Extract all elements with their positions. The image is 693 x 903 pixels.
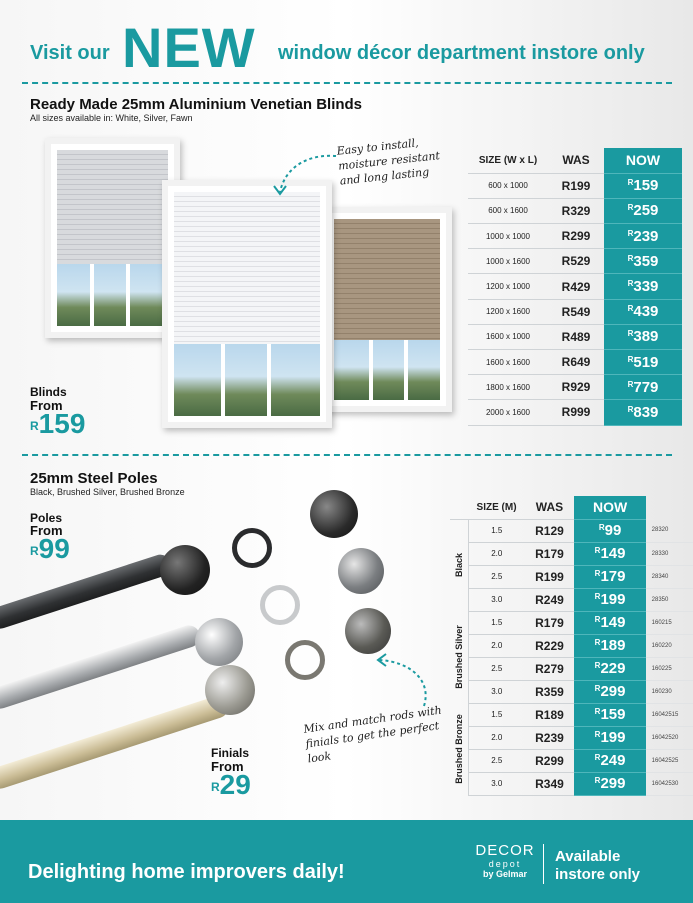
row-now: $^R$229	[574, 657, 645, 680]
col-was: WAS	[524, 496, 574, 519]
blind-white-image	[162, 180, 332, 428]
footer-divider	[543, 844, 544, 884]
row-now: $^R$299	[574, 680, 645, 703]
header-new: NEW	[122, 16, 256, 79]
row-now: $^R$159	[604, 173, 682, 198]
logo-sub: depot	[488, 859, 522, 869]
footer-available	[555, 848, 640, 884]
row-now: $^R$359	[604, 249, 682, 274]
row-size: 1200 x 1600	[468, 299, 548, 324]
row-now: $^R$99	[574, 519, 645, 542]
row-now: $^R$339	[604, 274, 682, 299]
blinds-callout-label: Blinds	[30, 385, 67, 399]
row-size: 3.0	[469, 772, 525, 795]
row-code: 28330	[646, 542, 693, 565]
row-was: R179	[524, 542, 574, 565]
group-cell	[450, 519, 469, 611]
row-now: $^R$189	[574, 634, 645, 657]
group-cell	[450, 703, 469, 795]
row-now: $^R$199	[574, 588, 645, 611]
row-size: 2.5	[469, 749, 525, 772]
row-was: R179	[524, 611, 574, 634]
row-was: R649	[548, 350, 604, 375]
table-row	[468, 375, 682, 400]
row-was: R529	[548, 249, 604, 274]
decor-depot-logo	[474, 842, 536, 879]
row-code: 160215	[646, 611, 693, 634]
blinds-price-table	[468, 148, 682, 426]
available-line-1: Available	[555, 848, 621, 865]
row-size: 2.0	[469, 634, 525, 657]
footer-tagline: Delighting home improvers daily!	[28, 861, 345, 883]
curved-arrow-icon	[272, 150, 342, 200]
finials-callout-label: Finials	[211, 746, 250, 760]
row-now: $^R$259	[604, 198, 682, 223]
black-ball-finial	[160, 545, 210, 595]
col-size: SIZE (W x L)	[468, 148, 548, 173]
row-size: 2.0	[469, 726, 525, 749]
row-now: $^R$839	[604, 400, 682, 425]
row-now: $^R$519	[604, 350, 682, 375]
logo-main: DECOR	[475, 842, 535, 859]
col-now: NOW	[574, 496, 645, 519]
table-row	[468, 274, 682, 299]
row-size: 1600 x 1000	[468, 324, 548, 349]
table-row	[468, 324, 682, 349]
row-now: $^R$239	[604, 224, 682, 249]
blinds-callout-price: $^R$159	[30, 408, 86, 439]
row-was: R299	[548, 224, 604, 249]
row-code: 160230	[646, 680, 693, 703]
logo-by: by Gelmar	[482, 869, 528, 879]
row-size: 1600 x 1600	[468, 350, 548, 375]
row-was: R349	[524, 772, 574, 795]
row-size: 3.0	[469, 680, 525, 703]
row-now: $^R$299	[574, 772, 645, 795]
col-group	[450, 496, 469, 519]
table-row	[450, 565, 693, 588]
group-cell	[450, 611, 469, 703]
black-ball-finial-2	[310, 490, 358, 538]
table-row	[450, 703, 693, 726]
blinds-note: Easy to install, moisture resistant and long lasting	[336, 136, 441, 188]
row-was: R239	[524, 726, 574, 749]
poles-subtitle: Black, Brushed Silver, Brushed Bronze	[30, 487, 185, 497]
blind-fawn-image	[322, 207, 452, 412]
row-was: R229	[524, 634, 574, 657]
row-was: R489	[548, 324, 604, 349]
row-was: R129	[524, 519, 574, 542]
blinds-table-header	[468, 148, 682, 173]
table-row	[450, 542, 693, 565]
poles-callout-price: $^R$99	[30, 533, 70, 564]
row-size: 2.0	[469, 542, 525, 565]
finials-callout-from: From	[211, 759, 244, 774]
row-code: 16042520	[646, 726, 693, 749]
table-row	[468, 249, 682, 274]
bronze-pole-image	[0, 693, 231, 791]
row-size: 1000 x 1600	[468, 249, 548, 274]
poles-callout-from: From	[30, 523, 63, 538]
row-was: R329	[548, 198, 604, 223]
available-line-2: instore only	[555, 866, 641, 883]
row-now: $^R$249	[574, 749, 645, 772]
row-size: 1.5	[469, 703, 525, 726]
row-code: 16042530	[646, 772, 693, 795]
row-code: 160220	[646, 634, 693, 657]
poles-price-table	[450, 496, 693, 796]
row-size: 600 x 1000	[468, 173, 548, 198]
bronze-ball-finial	[205, 665, 255, 715]
silver-ball-finial-2	[338, 548, 384, 594]
poles-title: 25mm Steel Poles	[30, 470, 158, 487]
row-now: $^R$149	[574, 542, 645, 565]
row-was: R359	[524, 680, 574, 703]
poles-note: Mix and match rods with finials to get the perfect look	[302, 703, 443, 766]
table-row	[450, 772, 693, 795]
row-was: R189	[524, 703, 574, 726]
row-now: $^R$389	[604, 324, 682, 349]
row-was: R549	[548, 299, 604, 324]
row-was: R199	[548, 173, 604, 198]
row-was: R429	[548, 274, 604, 299]
blind-grey-image	[45, 138, 180, 338]
row-was: R299	[524, 749, 574, 772]
group-label: Black	[454, 553, 465, 578]
silver-ball-finial	[195, 618, 243, 666]
row-code: 28320	[646, 519, 693, 542]
row-code: 16042515	[646, 703, 693, 726]
blinds-subtitle: All sizes available in: White, Silver, Fawn	[30, 113, 193, 123]
table-row	[450, 588, 693, 611]
row-size: 1800 x 1600	[468, 375, 548, 400]
black-pole-image	[0, 552, 174, 632]
table-row	[450, 680, 693, 703]
group-label: Brushed Bronze	[454, 714, 465, 784]
row-code: 28340	[646, 565, 693, 588]
row-now: $^R$159	[574, 703, 645, 726]
table-row	[468, 299, 682, 324]
footer-banner	[0, 820, 693, 903]
row-size: 2.5	[469, 565, 525, 588]
row-now: $^R$439	[604, 299, 682, 324]
col-size: SIZE (M)	[469, 496, 525, 519]
row-now: $^R$199	[574, 726, 645, 749]
header-visit: Visit our	[30, 42, 110, 64]
row-code: 16042525	[646, 749, 693, 772]
group-label: Brushed Silver	[454, 625, 465, 689]
row-size: 2000 x 1600	[468, 400, 548, 425]
row-size: 1200 x 1000	[468, 274, 548, 299]
table-row	[468, 173, 682, 198]
col-now: NOW	[604, 148, 682, 173]
blinds-callout-from: From	[30, 398, 63, 413]
blinds-title: Ready Made 25mm Aluminium Venetian Blinds	[30, 96, 363, 113]
table-row	[468, 224, 682, 249]
row-size: 3.0	[469, 588, 525, 611]
row-code: 160225	[646, 657, 693, 680]
table-row	[450, 611, 693, 634]
row-now: $^R$179	[574, 565, 645, 588]
col-was: WAS	[548, 148, 604, 173]
finials-callout-price: $^R$29	[211, 769, 251, 800]
silver-cage-finial	[260, 585, 300, 625]
divider-top	[22, 82, 672, 84]
row-size: 2.5	[469, 657, 525, 680]
row-size: 600 x 1600	[468, 198, 548, 223]
row-size: 1.5	[469, 519, 525, 542]
silver-pole-image	[0, 623, 203, 712]
table-row	[450, 749, 693, 772]
row-size: 1000 x 1000	[468, 224, 548, 249]
poles-table-header	[450, 496, 693, 519]
row-size: 1.5	[469, 611, 525, 634]
table-row	[450, 726, 693, 749]
divider-middle	[22, 454, 672, 456]
poles-callout-label: Poles	[30, 511, 63, 525]
table-row	[468, 400, 682, 425]
table-row	[450, 519, 693, 542]
row-was: R279	[524, 657, 574, 680]
row-was: R929	[548, 375, 604, 400]
row-was: R199	[524, 565, 574, 588]
row-now: $^R$779	[604, 375, 682, 400]
table-row	[450, 634, 693, 657]
row-now: $^R$149	[574, 611, 645, 634]
row-was: R249	[524, 588, 574, 611]
header-banner	[0, 16, 693, 80]
header-rest: window décor department instore only	[278, 42, 645, 64]
row-was: R999	[548, 400, 604, 425]
table-row	[468, 350, 682, 375]
bronze-ball-finial-2	[345, 608, 391, 654]
table-row	[468, 198, 682, 223]
row-code: 28350	[646, 588, 693, 611]
table-row	[450, 657, 693, 680]
black-cage-finial	[232, 528, 272, 568]
col-code	[646, 496, 693, 519]
bronze-cage-finial	[285, 640, 325, 680]
curved-arrow-icon-2	[370, 650, 440, 710]
